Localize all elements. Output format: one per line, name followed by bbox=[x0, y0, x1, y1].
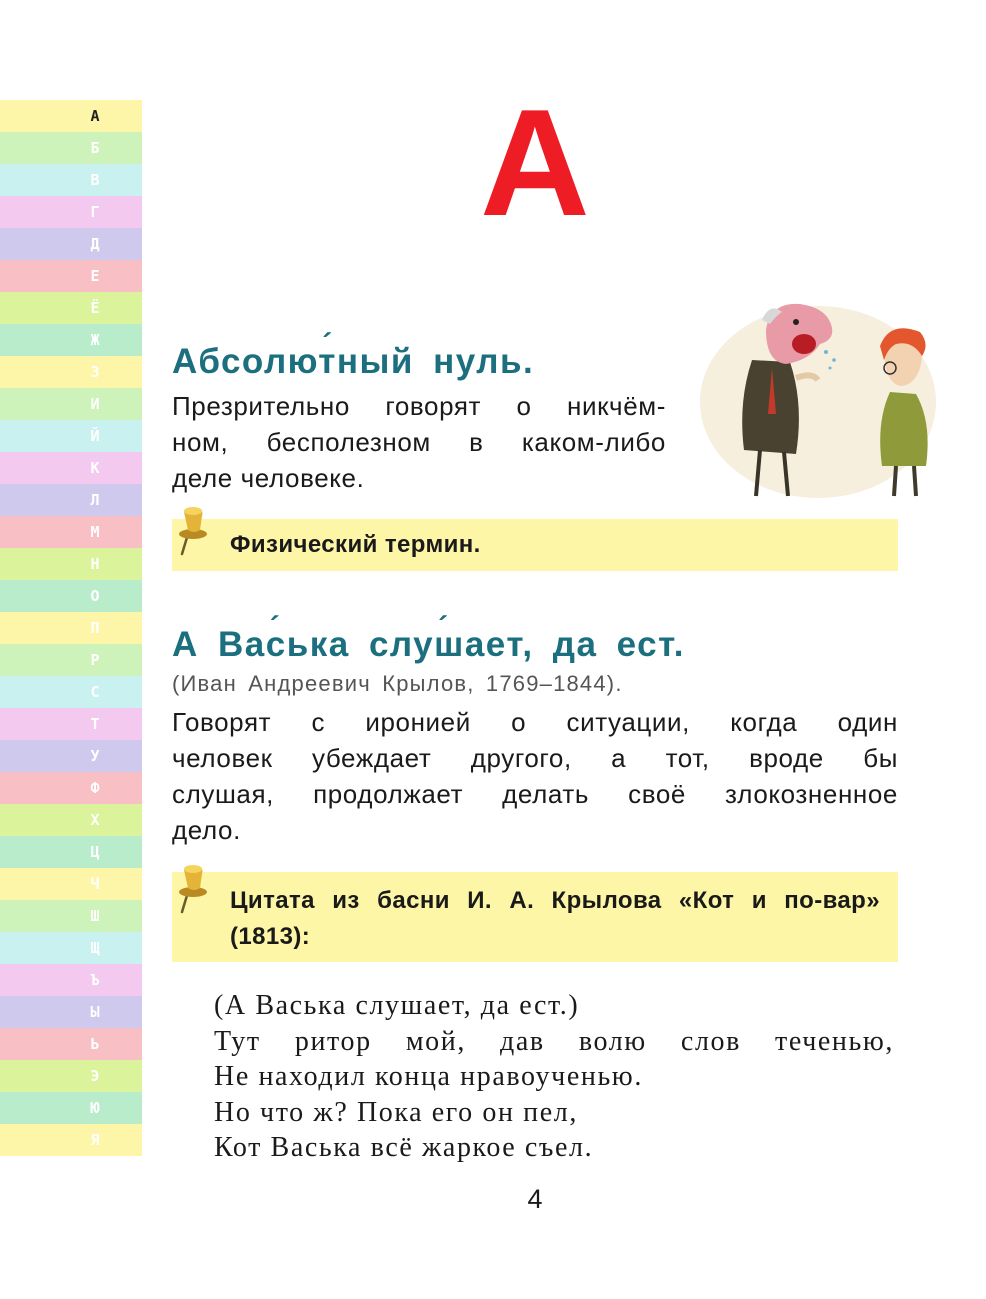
alphabet-item[interactable]: О bbox=[0, 580, 142, 612]
alphabet-item[interactable]: Г bbox=[0, 196, 142, 228]
entry-title-part: ька слу bbox=[286, 625, 435, 664]
attribution: (Иван Андреевич Крылов, 1769–1844). bbox=[172, 671, 623, 696]
alphabet-item[interactable]: Е bbox=[0, 260, 142, 292]
alphabet-item[interactable]: Ц bbox=[0, 836, 142, 868]
entry-title-part: А Ва bbox=[172, 625, 266, 664]
alphabet-item[interactable]: Ж bbox=[0, 324, 142, 356]
entry-title-part: Абсолю bbox=[172, 342, 319, 381]
alphabet-item[interactable]: Э bbox=[0, 1060, 142, 1092]
entry-title-part: ает, да ест. bbox=[464, 625, 685, 664]
alphabet-item[interactable]: Ч bbox=[0, 868, 142, 900]
alphabet-item[interactable]: Р bbox=[0, 644, 142, 676]
page-number: 4 bbox=[527, 1184, 543, 1214]
alphabet-item[interactable]: Д bbox=[0, 228, 142, 260]
definition-line: дело. bbox=[172, 815, 241, 845]
alphabet-item[interactable]: Ш bbox=[0, 900, 142, 932]
quote-line: Кот Васька всё жаркое съел. bbox=[214, 1132, 594, 1163]
alphabet-item[interactable]: Й bbox=[0, 420, 142, 452]
alphabet-item[interactable]: Я bbox=[0, 1124, 142, 1156]
alphabet-item[interactable]: У bbox=[0, 740, 142, 772]
definition-line: ном, бесполезном в каком-либо bbox=[172, 427, 666, 457]
fable-quote bbox=[214, 988, 894, 1166]
definition-line: деле человеке. bbox=[172, 463, 365, 493]
pushpin-icon bbox=[174, 504, 208, 556]
quote-line: Не находил конца нравоученью. bbox=[214, 1061, 643, 1092]
accented-letter: с ´ bbox=[266, 625, 287, 664]
definition-line: слушая, продолжает делать своё злокозненное bbox=[172, 779, 898, 809]
two-men-scolding-illustration bbox=[700, 282, 950, 504]
quote-line: Но что ж? Пока его он пел, bbox=[214, 1096, 578, 1128]
quote-line: Тут ритор мой, дав волю слов теченью, bbox=[214, 1025, 894, 1057]
alphabet-index bbox=[0, 100, 142, 1156]
section-letter: А bbox=[480, 78, 590, 248]
accented-letter: ш ´ bbox=[434, 625, 465, 664]
definition-line: Говорят с иронией о ситуации, когда один bbox=[172, 707, 898, 737]
alphabet-item[interactable]: М bbox=[0, 516, 142, 548]
alphabet-item[interactable]: З bbox=[0, 356, 142, 388]
alphabet-item[interactable]: Ъ bbox=[0, 964, 142, 996]
alphabet-item[interactable]: Ы bbox=[0, 996, 142, 1028]
note-box bbox=[172, 872, 898, 962]
alphabet-item-active[interactable]: А bbox=[0, 100, 142, 132]
note-text: Цитата из басни И. А. Крылова «Кот и по-вар» (1813): bbox=[230, 887, 880, 950]
alphabet-item[interactable]: Ё bbox=[0, 292, 142, 324]
entry-definition bbox=[172, 388, 666, 496]
entry-definition bbox=[172, 704, 898, 848]
note-text: Физический термин. bbox=[230, 531, 481, 558]
accented-letter: т ´ bbox=[318, 342, 337, 381]
pushpin-icon bbox=[174, 862, 208, 914]
alphabet-item[interactable]: Ю bbox=[0, 1092, 142, 1124]
alphabet-item[interactable]: В bbox=[0, 164, 142, 196]
alphabet-item[interactable]: Б bbox=[0, 132, 142, 164]
alphabet-item[interactable]: Т bbox=[0, 708, 142, 740]
quote-line: (А Васька слушает, да ест.) bbox=[214, 990, 580, 1021]
alphabet-item[interactable]: П bbox=[0, 612, 142, 644]
entry-title-part: ный нуль. bbox=[336, 342, 535, 381]
entry-title bbox=[172, 625, 685, 665]
alphabet-item[interactable]: Н bbox=[0, 548, 142, 580]
alphabet-item[interactable]: Л bbox=[0, 484, 142, 516]
note-box bbox=[172, 519, 898, 571]
alphabet-item[interactable]: Щ bbox=[0, 932, 142, 964]
entry-title bbox=[172, 342, 534, 382]
alphabet-item[interactable]: И bbox=[0, 388, 142, 420]
alphabet-item[interactable]: Ь bbox=[0, 1028, 142, 1060]
alphabet-item[interactable]: Х bbox=[0, 804, 142, 836]
definition-line: Презрительно говорят о никчём- bbox=[172, 391, 666, 421]
alphabet-item[interactable]: К bbox=[0, 452, 142, 484]
alphabet-item[interactable]: Ф bbox=[0, 772, 142, 804]
definition-line: человек убеждает другого, а тот, вроде бы bbox=[172, 743, 898, 773]
alphabet-item[interactable]: С bbox=[0, 676, 142, 708]
